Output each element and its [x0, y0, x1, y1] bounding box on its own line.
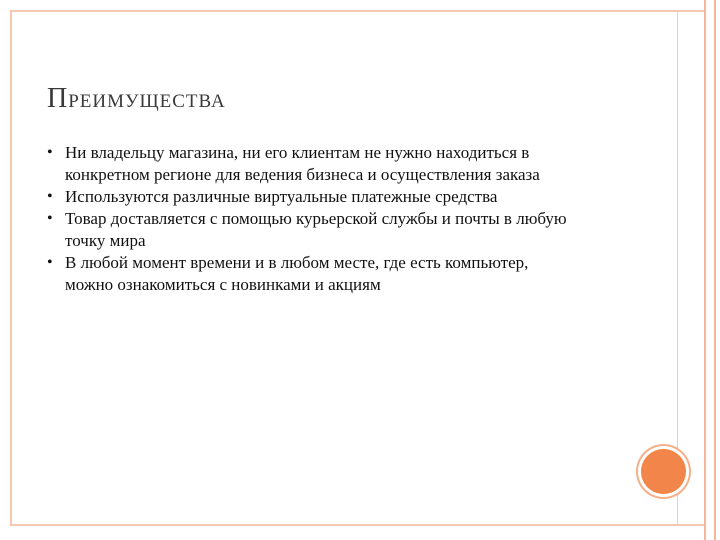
bullet-line: конкретном регионе для ведения бизнеса и осуществления заказа: [65, 165, 540, 184]
slide-title-rest: РЕИМУЩЕСТВА: [68, 91, 226, 112]
bullet-item-4: [47, 252, 667, 296]
bullet-line: Товар доставляется с помощью курьерской службы и почты в любую: [65, 209, 567, 228]
bullet-line: можно ознакомиться с новинками и акциям: [65, 275, 381, 294]
slide-title-initial: П: [47, 83, 69, 114]
bullet-line: Ни владельцу магазина, ни его клиентам не нужно находиться в: [65, 143, 530, 162]
right-decorative-stripes: [704, 0, 716, 540]
right-decorative-band: [677, 12, 706, 524]
bullet-item-3: [47, 208, 667, 252]
bullet-line: В любой момент времени и в любом месте, где есть компьютер,: [65, 253, 529, 272]
slide-title: [47, 78, 226, 117]
bullet-marker: •: [47, 188, 53, 205]
orange-circle-icon: [641, 449, 686, 494]
bullet-line: Используются различные виртуальные платежные средства: [65, 187, 498, 206]
bullet-marker: •: [47, 144, 53, 161]
bullet-marker: •: [47, 210, 53, 227]
bullet-line: точку мира: [65, 231, 146, 250]
bullet-marker: •: [47, 254, 53, 271]
bullet-list: [47, 142, 667, 296]
bullet-item-2: [47, 186, 667, 208]
bullet-item-1: [47, 142, 667, 186]
